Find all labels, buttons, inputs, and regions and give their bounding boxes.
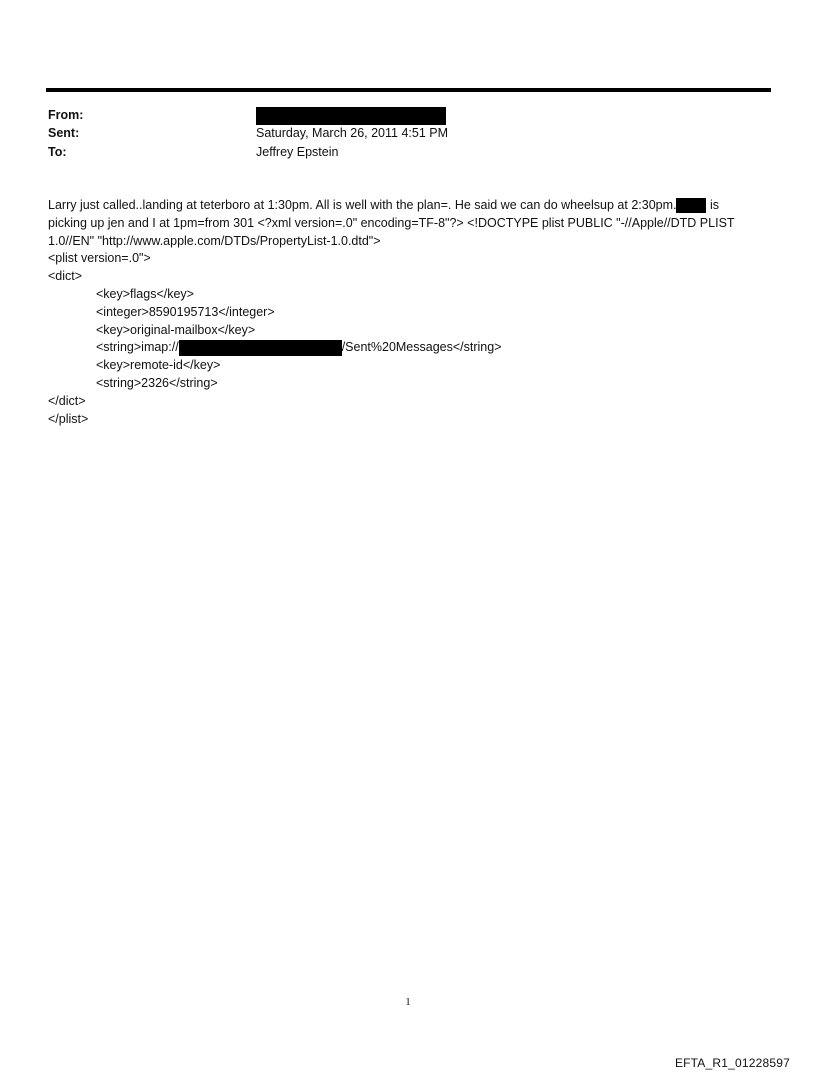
body-line: <string>2326</string> [96,375,218,390]
email-body [48,197,770,428]
body-text: is [706,198,719,212]
body-line: <key>remote-id</key> [96,358,221,373]
page-number: 1 [405,996,411,1008]
sent-label: Sent: [48,126,80,140]
body-line: <plist version=.0"> [48,251,151,266]
body-line: <key>flags</key> [96,286,194,301]
body-line: </dict> [48,393,86,408]
body-line: <integer>8590195713</integer> [96,304,275,319]
redaction-block [676,198,706,213]
body-line: <dict> [48,269,83,284]
sent-value: Saturday, March 26, 2011 4:51 PM [256,126,449,140]
body-text: <string>imap:// [96,340,179,355]
to-label: To: [48,145,67,159]
document-id-stamp: EFTA_R1_01228597 [674,1056,790,1070]
body-line [48,197,770,215]
from-value-redacted [256,107,446,125]
body-line [48,339,770,357]
to-value: Jeffrey Epstein [256,145,339,159]
body-line: <key>original-mailbox</key> [96,322,256,337]
body-line: </plist> [48,411,89,426]
header-rule [46,88,771,92]
body-text: /Sent%20Messages</string> [341,340,502,355]
redaction-block [256,107,446,125]
body-line: picking up jen and I at 1pm=from 301 <?xml version=.0" encoding=TF-8"?> <!DOCTYPE plist PUBLIC "-//Apple//DTD PLIST [48,215,735,230]
redaction-block [179,340,342,356]
from-label: From: [48,108,84,122]
body-text: Larry just called..landing at teterboro at 1:30pm. All is well with the plan=. He said we can do wheelsup at 2:30pm. [48,198,677,212]
body-line: 1.0//EN" "http://www.apple.com/DTDs/PropertyList-1.0.dtd"> [48,233,381,248]
